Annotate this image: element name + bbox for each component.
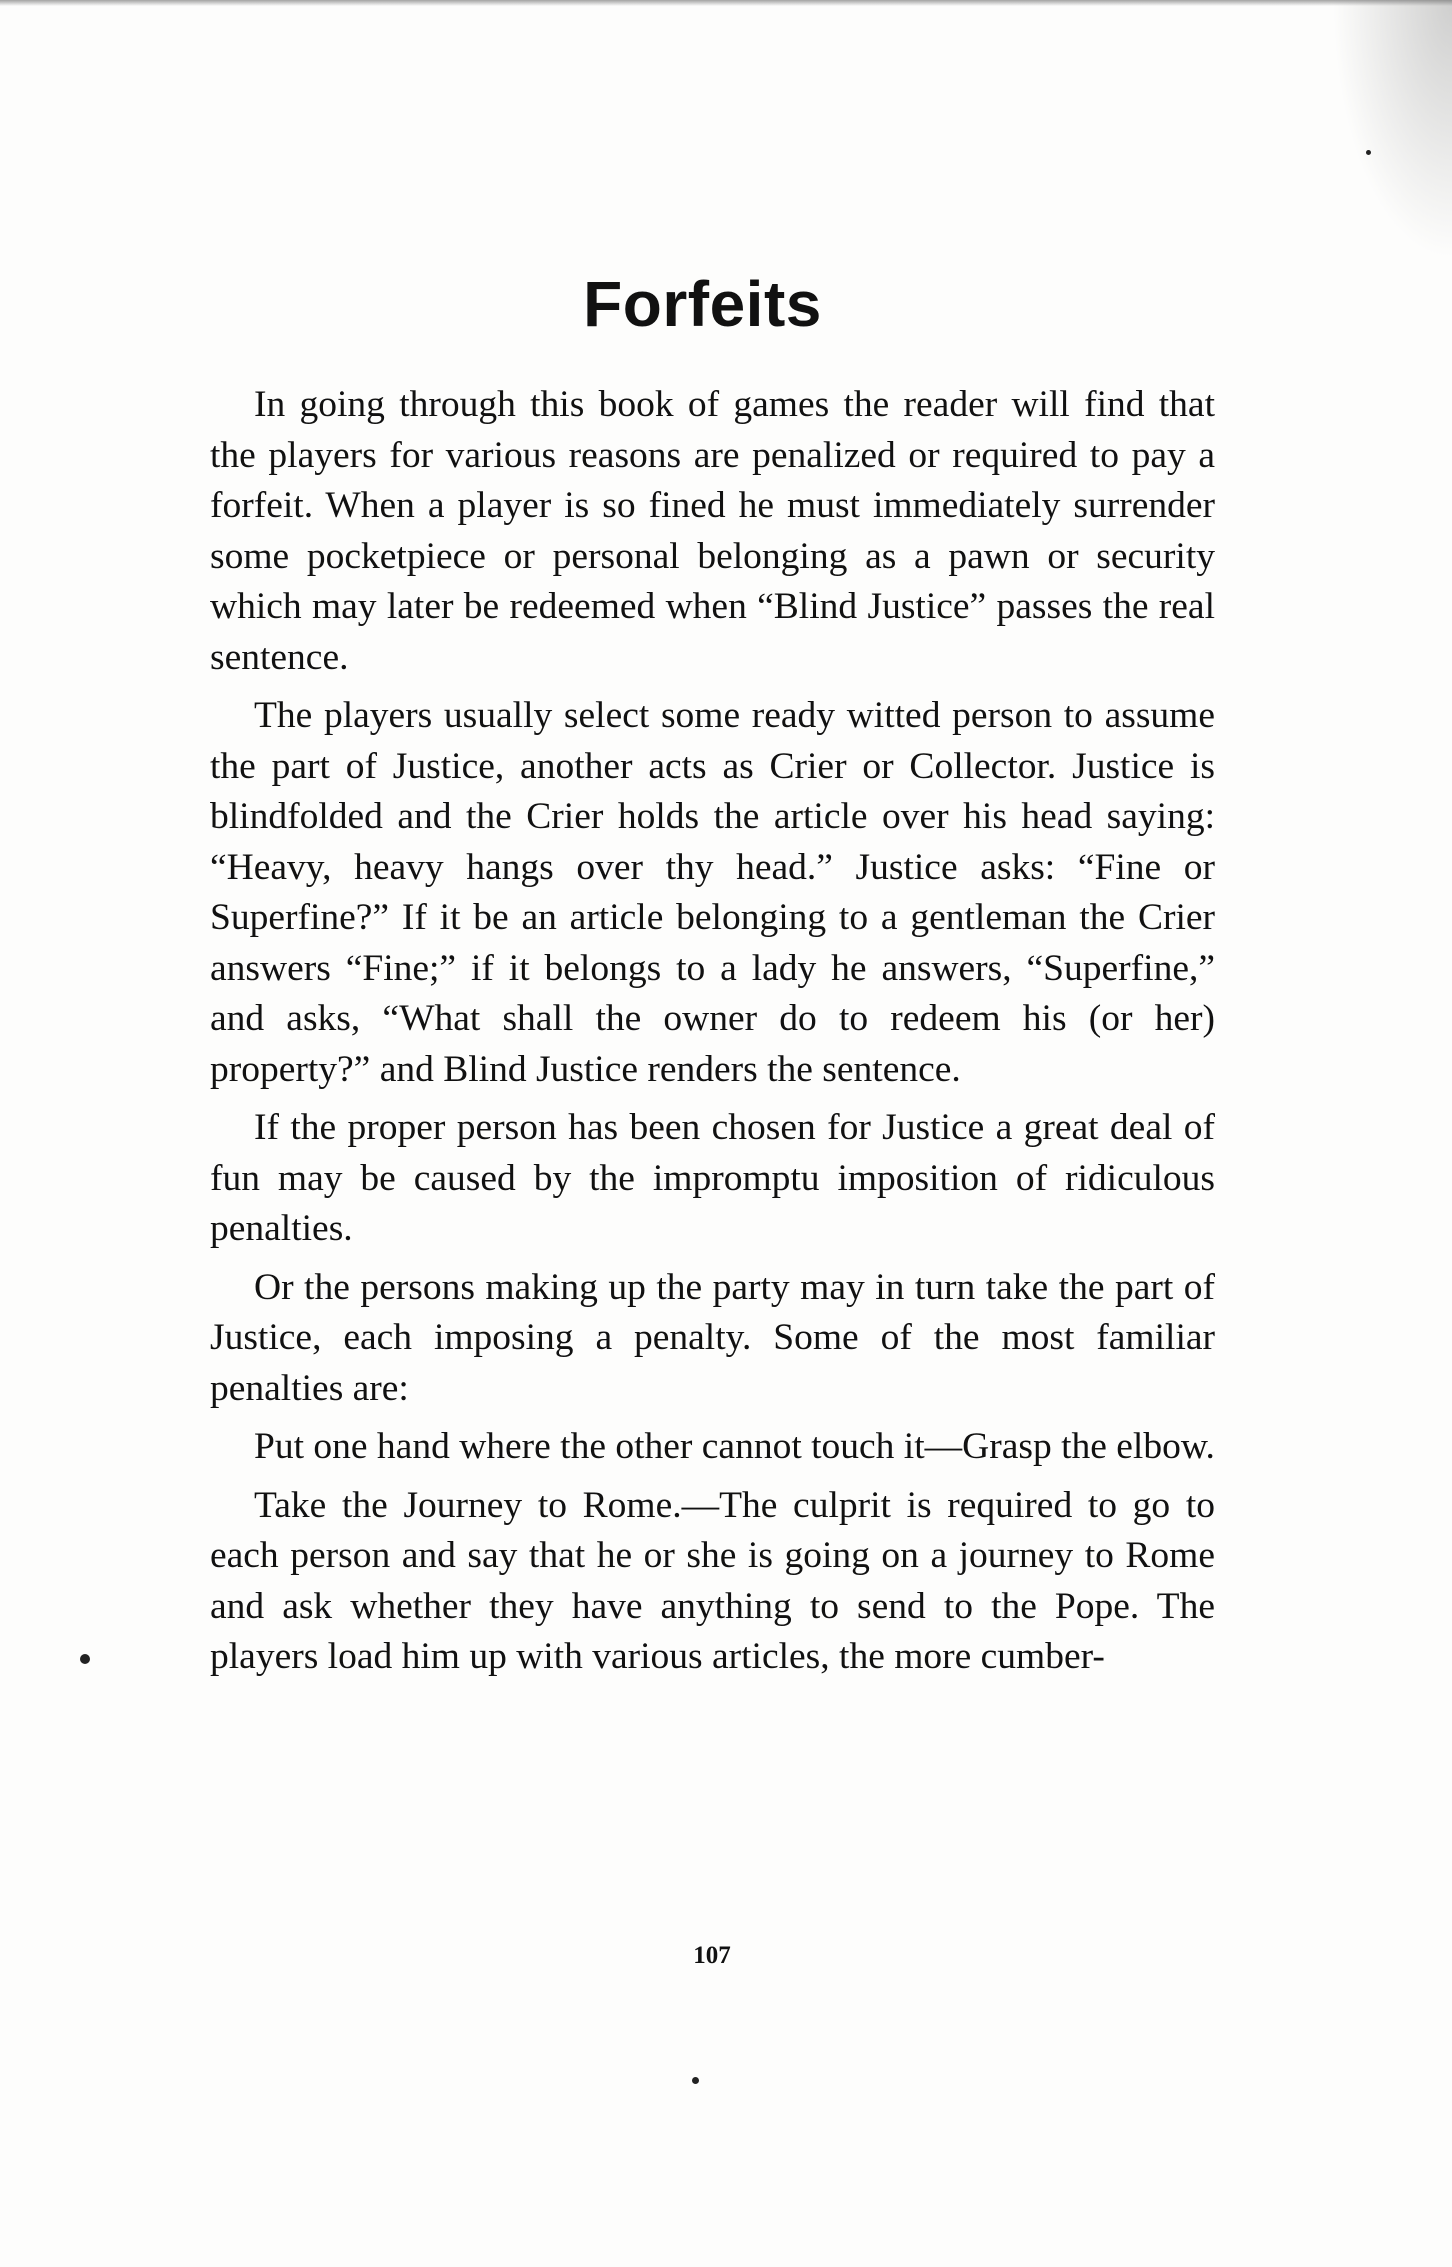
scan-top-edge bbox=[0, 0, 1452, 6]
ink-speck bbox=[80, 1654, 90, 1664]
page-body bbox=[210, 380, 1215, 1691]
paragraph-party: Or the persons making up the party may in turn take the part of Justice, each imposing a penalty. Some of the most familiar penalties are: bbox=[210, 1266, 1215, 1409]
paragraph-penalty-rome: Take the Journey to Rome.—The culprit is required to go to each person and say that he or she is going on a journey to Rome and ask whether they have anything to send to the Pope. The players load him up with various articles, the more cumber- bbox=[210, 1484, 1215, 1677]
paragraph-justice: The players usually select some ready witted person to assume the part of Justice, another acts as Crier or Collector. Justice is blindfolded and the Crier holds the article over his head saying: “Heavy, heavy hangs over thy head.” Justice asks: “Fine or Superfine?” If it be an article belonging to a gentleman the Crier answers “Fine;” if it belongs to a lady he answers, “Superfine,” and asks, “What shall the owner do to redeem his (or her) property?” and Blind Justice renders the sentence. bbox=[210, 695, 1215, 1090]
page-number: 107 bbox=[693, 1942, 731, 1969]
ink-speck bbox=[1366, 150, 1371, 155]
ink-speck bbox=[692, 2077, 699, 2084]
page-title: Forfeits bbox=[583, 268, 822, 340]
paragraph-intro: In going through this book of games the reader will find that the players for various reasons are penalized or required to pay a forfeit. When a player is so fined he must immediately surrender some pocketpiece or personal belonging as a pawn or security which may later be redeemed when “Blind Justice” passes the real sentence. bbox=[210, 384, 1215, 678]
paragraph-fun: If the proper person has been chosen for Justice a great deal of fun may be caused by the impromptu imposition of ridiculous penalties. bbox=[210, 1107, 1215, 1249]
paragraph-penalty-hand: Put one hand where the other cannot touch it—Grasp the elbow. bbox=[254, 1426, 1215, 1467]
scan-corner-shadow bbox=[1332, 0, 1452, 260]
